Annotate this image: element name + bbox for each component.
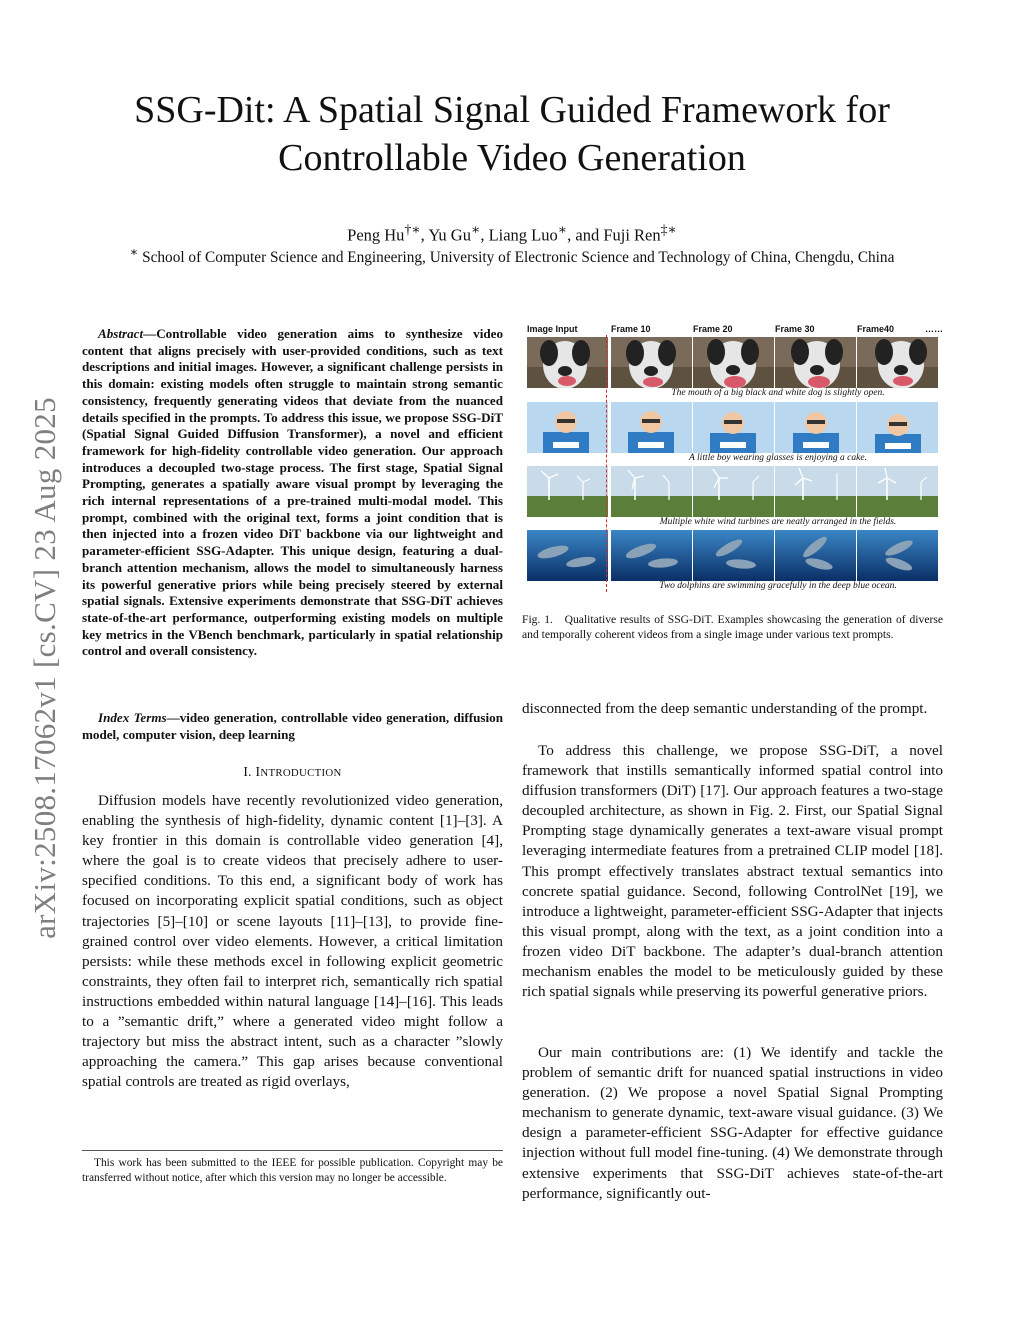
turbines-frame-input [527,466,608,517]
column-label-frame-10: Frame 10 [611,324,651,334]
author-mark: ∗ [470,222,481,237]
boy-frame-10 [611,402,692,453]
body-paragraph: disconnected from the deep semantic understanding of the prompt. [522,700,928,717]
dog-frame-10 [611,337,692,388]
author-name: Liang Luo [488,225,558,245]
turbines-frame-20 [693,466,774,517]
figure-caption [522,612,943,642]
dolphins-frame-10 [611,530,692,581]
dog-frame-20 [693,337,774,388]
column-label-frame-30: Frame 30 [775,324,815,334]
section-title-rest: NTRODUCTION [260,767,342,779]
dolphins-frame-input [527,530,608,581]
author-mark: ∗ [557,222,568,237]
author-name: and Fuji Ren [575,225,661,245]
author-name: Yu Gu [428,225,471,245]
row-caption-dolphins: Two dolphins are swimming gracefully in the deep blue ocean. [659,581,897,591]
section-heading-introduction [82,764,503,780]
author-mark: ‡∗ [660,222,677,237]
dog-frame-40 [857,337,938,388]
boy-frame-30 [775,402,856,453]
figure-caption-text: Qualitative results of SSG-DiT. Examples showcasing the generation of diverse and temporally coherent videos from a single image under various text prompts. [522,613,943,642]
title-line-2: Controllable Video Generation [278,137,746,179]
turbines-frame-40 [857,466,938,517]
index-terms [82,710,503,743]
body-paragraph: To address this challenge, we propose SSG-DiT, a novel framework that instills semantically informed spatial control into diffusion transformers (DiT) [17]. Our approach features a two-stage decoupled architecture, as shown in Fig. 2. First, our Spatial Signal Prompting stage dynamically generates a text-aware visual prompt leveraging intermediate features from a pretrained CLIP model [18]. This prompt effectively translates abstract textual semantics into concrete spatial guidance. Second, following ControlNet [19], we introduce a lightweight, parameter-efficient SSG-Adapter that injects this visual prompt, along with the text, as a joint condition into a frozen video DiT backbone. The adapter’s dual-branch attention mechanism enables the model to be meticulously guided by these rich spatial signals while preserving its powerful generative priors. [522,742,943,1001]
author-mark: †∗ [404,222,421,237]
index-terms-text: —video generation, controllable video generation, diffusion model, computer vision, deep learning [82,710,503,742]
row-caption-dog: The mouth of a big black and white dog is slightly open. [671,388,885,398]
section-title-initial: I [255,764,261,779]
column-label-frame-20: Frame 20 [693,324,733,334]
row-caption-boy: A little boy wearing glasses is enjoying a cake. [689,453,867,463]
dog-frame-input [527,337,608,388]
column-label-ellipsis: …… [925,324,943,334]
boy-frame-40 [857,402,938,453]
boy-frame-20 [693,402,774,453]
abstract [82,326,503,660]
section-number: I. [243,764,252,779]
abstract-text: —Controllable video generation aims to synthesize video content that aligns precisely with user-provided conditions, such as text descriptions and initial images. However, a significant challenge persists in this domain: existing models often struggle to maintain strong semantic consistency, frequently generating videos that deviate from the nuanced details specified in the prompts. To address this issue, we propose SSG-DiT (Spatial Signal Guided Diffusion Transformer), a novel and efficient framework for high-fidelity controllable video generation. Our approach introduces a decoupled two-stage process. The first stage, Spatial Signal Prompting, generates a spatially aware visual prompt by leveraging the rich internal representations of a pre-trained multi-modal model. This prompt, combined with the original text, forms a joint condition that is then injected into a frozen video DiT backbone via our lightweight and parameter-efficient SSG-Adapter. This unique design, featuring a dual-branch attention mechanism, allows the model to simultaneously harness its powerful generative priors while being precisely steered by external spatial signals. Extensive experiments demonstrate that SSG-DiT achieves state-of-the-art performance, outperforming existing models on multiple key metrics in the VBench benchmark, particularly in spatial relationship control and overall consistency. [82,326,503,659]
input-frame-divider [606,335,607,592]
author-name: Peng Hu [347,225,405,245]
arxiv-identifier: arXiv:2508.17062v1 [cs.CV] 23 Aug 2025 [27,397,62,939]
title-line-1: SSG-Dit: A Spatial Signal Guided Framework for [134,89,890,131]
index-terms-label: Index Terms [98,710,167,725]
dolphins-frame-20 [693,530,774,581]
figure-caption-label: Fig. 1. [522,613,553,626]
affiliation [60,245,964,267]
turbines-frame-30 [775,466,856,517]
affiliation-text: School of Computer Science and Engineering, University of Electronic Science and Technology of China, Chengdu, China [142,249,895,267]
paper-title [60,86,964,182]
abstract-label: Abstract [98,326,144,341]
column-label-image-input: Image Input [527,324,578,334]
footnote-rule [82,1150,503,1151]
body-paragraph: Our main contributions are: (1) We identify and tackle the problem of semantic drift for nuanced spatial instructions in video generation. (2) We propose a novel Spatial Signal Prompting mechanism to generate dynamic, text-aware visual guidance. (3) We design a parameter-efficient SSG-Adapter for effective guidance injection without full model fine-tuning. (4) We demonstrate through extensive experiments that SSG-DiT achieves state-of-the-art performance, significantly out- [522,1044,943,1202]
intro-paragraph: Diffusion models have recently revolutionized video generation, enabling the synthesis of high-fidelity, dynamic content [1]–[3]. A key frontier in this domain is controllable video generation [4], where the goal is to create videos that precisely adhere to user-specified conditions. To this end, a significant body of work has focused on incorporating explicit spatial conditions, such as object trajectories [5]–[10] or scene layouts [11]–[13], to provide fine-grained control over video elements. However, a critical limitation persists: while these methods excel in following explicit geometric constraints, they often fail to interpret rich, semantically rich spatial instructions embedded within natural language [14]–[16]. This leads to a ”semantic drift,” where a generated video might follow a trajectory but miss the abstract intent, such as a character ”slowly approaching the camera.” This gap arises because conventional spatial controls are treated as rigid overlays, [82,792,503,1091]
row-caption-turbines: Multiple white wind turbines are neatly arranged in the fields. [659,517,897,527]
figure-1 [523,324,943,592]
dolphins-frame-40 [857,530,938,581]
dog-frame-30 [775,337,856,388]
affiliation-mark: ∗ [129,245,139,259]
dolphins-frame-30 [775,530,856,581]
turbines-frame-10 [611,466,692,517]
boy-frame-input [527,402,608,453]
footnote: This work has been submitted to the IEEE for possible publication. Copyright may be transferred without notice, after which this version may no longer be accessible. [82,1157,503,1184]
author-list: Peng Hu†∗, Yu Gu∗, Liang Luo∗, and Fuji Ren‡∗ [347,222,677,245]
column-label-frame-40: Frame40 [857,324,895,334]
